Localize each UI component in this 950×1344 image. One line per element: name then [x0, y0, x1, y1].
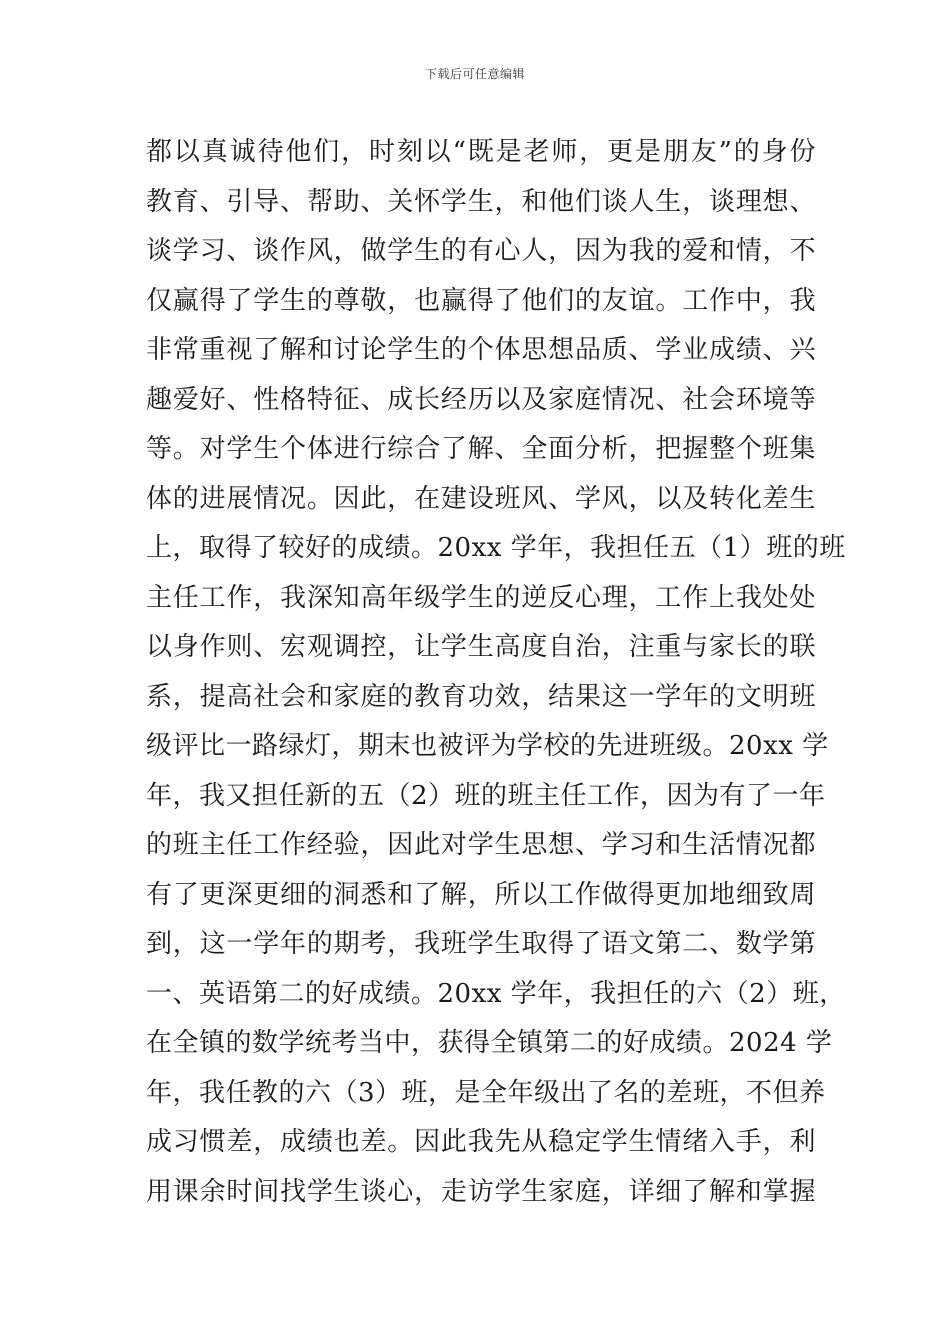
text-line-21: 成习惯差，成绩也差。因此我先从稳定学生情绪入手，利 — [146, 1127, 816, 1157]
text-line-3: 谈学习、谈作风，做学生的有心人，因为我的爱和情，不 — [146, 236, 816, 266]
text-line-7: 等。对学生个体进行综合了解、全面分析，把握整个班集 — [146, 434, 816, 464]
text-line-2: 教育、引导、帮助、关怀学生，和他们谈人生，谈理想、 — [146, 186, 816, 217]
text-line-1: 都以真诚待他们，时刻以“既是老师，更是朋友”的身份 — [146, 137, 816, 167]
text-line-14: 年，我又担任新的五（2）班的班主任工作，因为有了一年 — [146, 780, 826, 811]
text-line-10: 主任工作，我深知高年级学生的逆反心理，工作上我处处 — [146, 582, 816, 613]
page-header: 下载后可任意编辑 — [424, 67, 525, 81]
text-line-22: 用课余时间找学生谈心，走访学生家庭，详细了解和掌握 — [146, 1176, 816, 1207]
text-line-20: 年，我任教的六（3）班，是全年级出了名的差班，不但养 — [146, 1077, 826, 1108]
text-line-15: 的班主任工作经验，因此对学生思想、学习和生活情况都 — [146, 830, 816, 860]
text-line-18: 一、英语第二的好成绩。20xx 学年，我担任的六（2）班， — [146, 978, 846, 1009]
text-line-12: 系，提高社会和家庭的教育功效，结果这一学年的文明班 — [146, 681, 816, 712]
body-paragraph — [146, 128, 846, 1217]
text-line-6: 趣爱好、性格特征、成长经历以及家庭情况、社会环境等 — [146, 384, 816, 415]
text-line-13: 级评比一路绿灯，期末也被评为学校的先进班级。20xx 学 — [146, 731, 829, 761]
text-line-8: 体的进展情况。因此，在建设班风、学风，以及转化差生 — [146, 483, 816, 514]
text-line-9: 上，取得了较好的成绩。20xx 学年，我担任五（1）班的班 — [146, 533, 846, 563]
text-line-17: 到，这一学年的期考，我班学生取得了语文第二、数学第 — [146, 929, 816, 959]
text-line-11: 以身作则、宏观调控，让学生高度自治，注重与家长的联 — [146, 632, 816, 662]
text-line-4: 仅赢得了学生的尊敬，也赢得了他们的友谊。工作中，我 — [146, 285, 816, 316]
text-line-19: 在全镇的数学统考当中，获得全镇第二的好成绩。2024 学 — [146, 1028, 833, 1058]
text-line-16: 有了更深更细的洞悉和了解，所以工作做得更加地细致周 — [146, 879, 816, 910]
text-line-5: 非常重视了解和讨论学生的个体思想品质、学业成绩、兴 — [146, 335, 816, 365]
